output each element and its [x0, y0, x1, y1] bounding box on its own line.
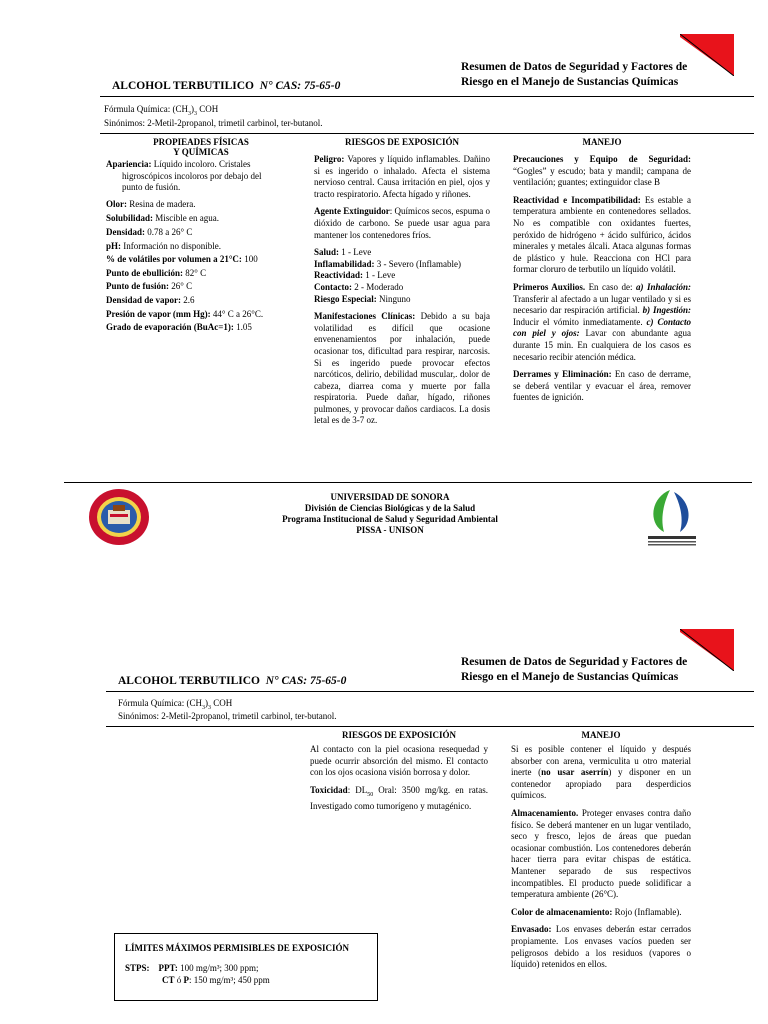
physical-properties-heading: PROPIEADES FÍSICAS Y QUÍMICAS: [153, 137, 249, 157]
footer-divider: [64, 482, 752, 483]
physical-properties-column: PROPIEADES FÍSICAS Y QUÍMICAS Apariencia: Líquido incoloro. Cristales higroscópicos incoloros por debajo del punto de fusión. Olor: Resina de madera. Solubilidad: Miscible en agua. Densidad: 0.78 a 26° C pH: Información no disponible. % de volátiles por volumen a 21°C: 100 Punto de ebullición: 82° C Punto de fusión: 26° C Densidad de vapor: 2.6 Presión de vapor (mm Hg): 44° C a 26°C. Grado de evaporación (BuAc=1): 1.05: [106, 137, 296, 334]
boiling-point: Punto de ebullición: 82° C: [106, 267, 207, 278]
volatiles: % de volátiles por volumen a 21°C: 100: [106, 254, 258, 265]
synonyms: Sinónimos: 2-Metil-2propanol, trimetil carbinol, ter-butanol.: [104, 118, 323, 128]
storage: Almacenamiento. Proteger envases contra daño físico. Se deberá mantener en un lugar ventilado, seco y fresco, lejos de áreas que puedan ocasionar combustión. Los contenedores deberán hacer tierra para evitar chispas de estática. Mantener separado de sus respectivos incompatibles. El producto puede solidificar a temperatura ambiente (26°C).: [511, 807, 691, 900]
reactivity-incompatibility: Reactividad e Incompatibilidad: Es estable a temperatura ambiente en contenedores sellados. No es compatible con oxidantes fuertes, peróxido de hidrógeno + ácido sulfúrico, ácidos minerales y metales álcali. Ataca algunas formas de plástico y hule. Reacciona con HCl para formar cloruro de terbutilo un líquido volátil.: [513, 194, 692, 275]
exposure-limits-title: LÍMITES MÁXIMOS PERMISIBLES DE EXPOSICIÓN: [125, 943, 350, 953]
extinguishing-agent: Agente Extinguidor: Químicos secos, espuma o dióxido de carbono. Se puede usar agua para mantener los contenedores fríos.: [314, 206, 491, 240]
synonyms-page2: Sinónimos: 2-Metil-2propanol, trimetil carbinol, ter-butanol.: [118, 711, 337, 721]
stps-ct: CT ó P: 150 mg/m³; 450 ppm: [162, 975, 270, 985]
danger: Peligro: Vapores y líquido inflamables. Dañino si es ingerido o inhalado. Afecta el sistema nervioso central. Causa irritación en piel, ojos y tracto respiratorio. Afecta hígado y riñones.: [314, 154, 490, 199]
precautions: Precauciones y Equipo de Seguridad: “Gogles” y escudo; bata y mandil; campana de ventilación; guantes; extinguidor clase B: [513, 154, 691, 188]
vapor-pressure: Presión de vapor (mm Hg): 44° C a 26°C.: [106, 308, 264, 319]
evaporation-rate: Grado de evaporación (BuAc=1): 1.05: [106, 322, 252, 333]
exposure-risks-column-page2: RIESGOS DE EXPOSICIÓN Al contacto con la piel ocasiona resequedad y puede ocurrir absorción del mismo. El contacto con los ojos ocasiona visión borrosa y dolor. Toxicidad: $DL_{50}$ Oral: 3500 mg/kg. en ratas. Investigado como tumorígeno y mutagénico.: [310, 730, 489, 812]
university-name: UNIVERSIDAD DE SONORA: [330, 492, 450, 502]
header-divider: [100, 96, 754, 97]
melting-point: Punto de fusión: 26° C: [106, 281, 193, 292]
spills-disposal: Derrames y Eliminación: En caso de derrame, se deberá ventilar y evacuar el área, remover fuentes de ignición.: [513, 369, 692, 403]
document-title: [112, 80, 340, 92]
density: Densidad: 0.78 a 26° C: [106, 226, 193, 237]
hazard-ratings: Salud: 1 - Leve Inflamabilidad: 3 - Severo (Inflamable) Reactividad: 1 - Leve Contacto: 2 - Moderado Riesgo Especial: Ninguno: [314, 247, 461, 304]
summary-title: [461, 60, 741, 90]
packaging: Envasado: Los envases deberán estar cerrados propiamente. Los envases vacíos pueden ser peligrosos debido a los residuos (vapores o líquido) retenidos en ellos.: [511, 924, 691, 970]
clinical-manifestations: Manifestaciones Clínicas: Debido a su baja volatilidad es difícil que ocasione envenenamientos por inhalación, puede ocasionar tos, dificultad para respirar, narcosis. Si es ingerido puede provocar efectos narcóticos, delirio, debilidad muscular,. dolor de cabeza, diarrea coma y muerte por falla respiratoria. Puede dañar, hígado, riñones pulmones, y provocar daños cardiacos. La dosis letal es de 3-7 oz.: [314, 311, 490, 426]
university-seal-icon: [88, 488, 150, 546]
program-name: Programa Institucional de Salud y Seguridad Ambiental: [282, 514, 498, 524]
ph: pH: Información no disponible.: [106, 240, 221, 251]
spill-containment: Si es posible contener el líquido y después absorber con arena, vermiculita u otro material inerte (no usar aserrín) y disponer en un contenedor apropiado para desperdicios químicos.: [511, 744, 691, 801]
exposure-limits-box: [114, 933, 378, 1001]
document-title-page2: ALCOHOL TERBUTILICO N° CAS: 75-65-0: [118, 675, 347, 687]
odor: Olor: Resina de madera.: [106, 198, 196, 209]
summary-title-line2: Riesgo en el Manejo de Sustancias Químicas: [461, 76, 679, 88]
skin-eye-contact: Al contacto con la piel ocasiona resequedad y puede ocurrir absorción del mismo. El contacto con los ojos ocasiona visión borrosa y dolor.: [310, 744, 488, 778]
solubility: Solubilidad: Miscible en agua.: [106, 213, 220, 224]
section-divider: [100, 133, 754, 134]
vapor-density: Densidad de vapor: 2.6: [106, 294, 195, 305]
header-divider-page2: [106, 691, 754, 692]
exposure-risks-column: [314, 137, 490, 433]
summary-title-line1: Resumen de Datos de Seguridad y Factores de: [461, 61, 688, 73]
handling-heading: MANEJO: [582, 137, 622, 147]
program-acronym: PISSA - UNISON: [356, 525, 424, 535]
division-name: División de Ciencias Biológicas y de la Salud: [304, 503, 476, 513]
toxicity: Toxicidad: $DL_{50}$ Oral: 3500 mg/kg. en ratas. Investigado como tumorígeno y mutagénico.: [310, 784, 489, 812]
formula-page2: Fórmula Química: $(CH_3)_3$ COH: [118, 698, 233, 711]
formula: Fórmula Química: $(CH_3)_3$ COH: [104, 104, 219, 117]
handling-column: [513, 137, 691, 410]
appearance: Apariencia: Líquido incoloro. Cristales: [106, 159, 251, 169]
chemical-name: ALCOHOL TERBUTILICO: [112, 80, 254, 92]
cas-number: N° CAS: 75-65-0: [259, 80, 341, 92]
pissa-logo-icon: [642, 488, 702, 552]
stps-ppt: STPS: PPT: 100 mg/m³; 300 ppm;: [125, 963, 259, 973]
storage-color: Color de almacenamiento: Rojo (Inflamable).: [511, 906, 682, 917]
first-aid: Primeros Auxilios. En caso de: a) Inhalación: Transferir al afectado a un lugar ventilado y si es necesario dar respiración artificial. b) Ingestión: Inducir el vómito inmediatamente. c) Contacto con piel y ojos: Lavar con abundante agua durante 15 min. En cualquiera de los casos es necesario recibir atención médica.: [513, 281, 692, 362]
summary-title-page2: Resumen de Datos de Seguridad y Factores de Riesgo en el Manejo de Sustancias Químicas: [461, 656, 688, 683]
handling-column-page2: MANEJO Si es posible contener el líquido y después absorber con arena, vermiculita u otro material inerte (no usar aserrín) y disponer en un contenedor apropiado para desperdicios químicos. Almacenamiento. Proteger envases contra daño físico. Se deberá mantener en un lugar ventilado, seco y fresco, lejos de áreas que puedan ocasionar combustión. Los contenedores deberán hacer tierra para evitar chispas de estática. Mantener separado de sus respectivos incompatibles. El producto puede solidificar a temperatura ambiente (26°C). Color de almacenamiento: Rojo (Inflamable). Envasado: Los envases deberán estar cerrados propiamente. Los envases vacíos pueden ser peligrosos debido a los residuos (vapores o líquido) retenidos en ellos.: [511, 730, 691, 970]
footer-credits: [200, 492, 580, 536]
exposure-risks-heading: RIESGOS DE EXPOSICIÓN: [344, 137, 460, 147]
section-divider-page2: [106, 726, 754, 727]
